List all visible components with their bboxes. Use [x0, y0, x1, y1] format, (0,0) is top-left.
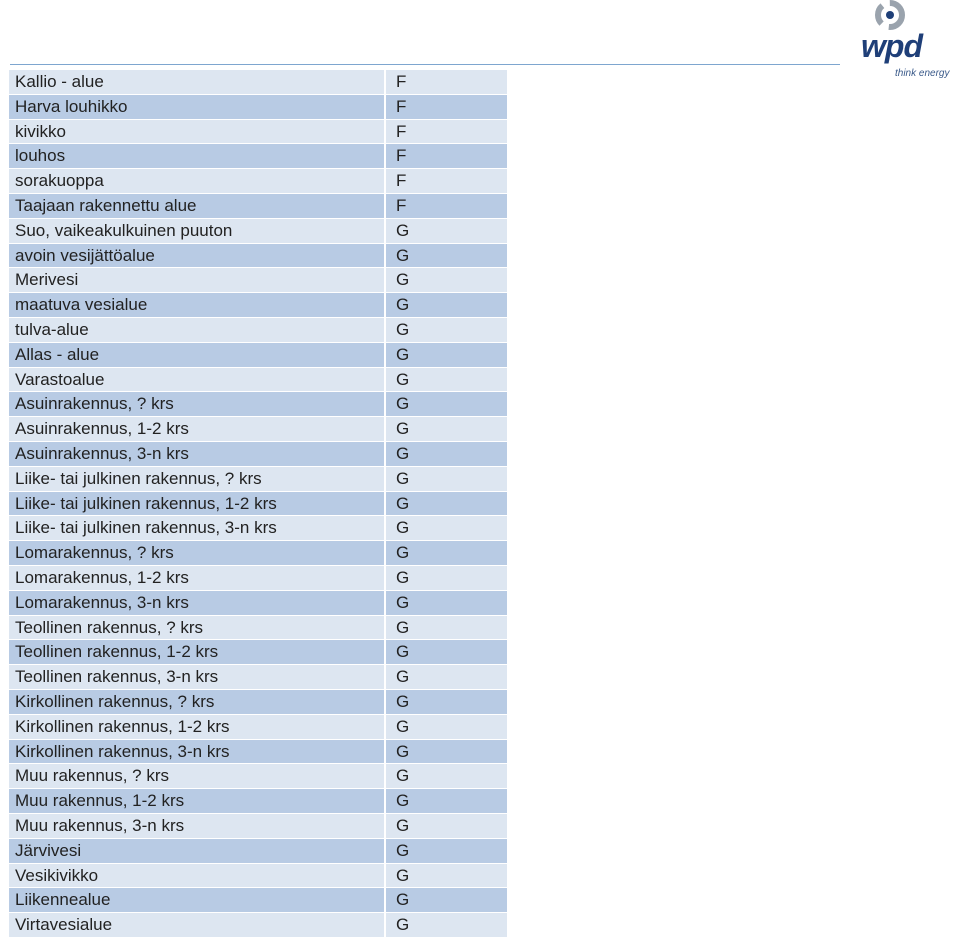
terrain-name-cell: sorakuoppa [9, 169, 386, 193]
table-row [9, 591, 507, 616]
table-row [9, 95, 507, 120]
table-row [9, 789, 507, 814]
table-row [9, 219, 507, 244]
terrain-name-cell: Lomarakennus, 1-2 krs [9, 566, 386, 590]
table-row [9, 70, 507, 95]
table-row [9, 888, 507, 913]
terrain-name-cell: Asuinrakennus, 3-n krs [9, 442, 386, 466]
terrain-code-cell: G [386, 740, 507, 764]
terrain-name-cell: Virtavesialue [9, 913, 386, 937]
terrain-code-cell: G [386, 665, 507, 689]
terrain-code-cell: F [386, 169, 507, 193]
table-row [9, 492, 507, 517]
terrain-name-cell: Taajaan rakennettu alue [9, 194, 386, 218]
terrain-code-cell: G [386, 219, 507, 243]
table-row [9, 467, 507, 492]
terrain-name-cell: Järvivesi [9, 839, 386, 863]
table-row [9, 120, 507, 145]
header-rule [10, 64, 840, 65]
table-row [9, 268, 507, 293]
terrain-code-cell: F [386, 194, 507, 218]
terrain-name-cell: tulva-alue [9, 318, 386, 342]
terrain-code-cell: G [386, 318, 507, 342]
terrain-name-cell: Lomarakennus, ? krs [9, 541, 386, 565]
terrain-class-table [9, 70, 507, 938]
table-row [9, 293, 507, 318]
terrain-name-cell: Liike- tai julkinen rakennus, 1-2 krs [9, 492, 386, 516]
terrain-name-cell: maatuva vesialue [9, 293, 386, 317]
terrain-name-cell: Lomarakennus, 3-n krs [9, 591, 386, 615]
terrain-name-cell: Teollinen rakennus, ? krs [9, 616, 386, 640]
terrain-name-cell: Kirkollinen rakennus, 1-2 krs [9, 715, 386, 739]
terrain-name-cell: Kirkollinen rakennus, ? krs [9, 690, 386, 714]
terrain-code-cell: G [386, 789, 507, 813]
terrain-code-cell: G [386, 417, 507, 441]
table-row [9, 417, 507, 442]
table-row [9, 715, 507, 740]
wpd-logo [855, 0, 955, 82]
terrain-code-cell: G [386, 616, 507, 640]
terrain-name-cell: Vesikivikko [9, 864, 386, 888]
terrain-code-cell: G [386, 392, 507, 416]
terrain-code-cell: G [386, 566, 507, 590]
terrain-name-cell: Asuinrakennus, 1-2 krs [9, 417, 386, 441]
table-row [9, 144, 507, 169]
table-row [9, 616, 507, 641]
logo-wordmark: wpd [861, 28, 922, 64]
terrain-code-cell: G [386, 764, 507, 788]
terrain-code-cell: F [386, 70, 507, 94]
logo-tagline: think energy [895, 68, 950, 79]
terrain-name-cell: Varastoalue [9, 368, 386, 392]
table-row [9, 764, 507, 789]
table-row [9, 368, 507, 393]
terrain-code-cell: G [386, 467, 507, 491]
terrain-code-cell: G [386, 715, 507, 739]
table-row [9, 640, 507, 665]
terrain-code-cell: G [386, 814, 507, 838]
table-row [9, 169, 507, 194]
terrain-name-cell: Suo, vaikeakulkuinen puuton [9, 219, 386, 243]
terrain-code-cell: G [386, 864, 507, 888]
table-row [9, 690, 507, 715]
table-row [9, 442, 507, 467]
table-row [9, 566, 507, 591]
terrain-code-cell: G [386, 492, 507, 516]
terrain-name-cell: Kirkollinen rakennus, 3-n krs [9, 740, 386, 764]
terrain-code-cell: G [386, 442, 507, 466]
terrain-code-cell: G [386, 368, 507, 392]
terrain-name-cell: Liikennealue [9, 888, 386, 912]
table-row [9, 864, 507, 889]
table-row [9, 318, 507, 343]
terrain-code-cell: F [386, 120, 507, 144]
terrain-name-cell: Allas - alue [9, 343, 386, 367]
terrain-code-cell: G [386, 293, 507, 317]
terrain-name-cell: kivikko [9, 120, 386, 144]
terrain-code-cell: G [386, 888, 507, 912]
table-row [9, 665, 507, 690]
table-row [9, 839, 507, 864]
terrain-name-cell: Merivesi [9, 268, 386, 292]
terrain-name-cell: Muu rakennus, ? krs [9, 764, 386, 788]
terrain-code-cell: G [386, 268, 507, 292]
terrain-name-cell: Muu rakennus, 3-n krs [9, 814, 386, 838]
terrain-code-cell: F [386, 144, 507, 168]
table-row [9, 541, 507, 566]
terrain-name-cell: Kallio - alue [9, 70, 386, 94]
terrain-name-cell: Teollinen rakennus, 1-2 krs [9, 640, 386, 664]
terrain-name-cell: louhos [9, 144, 386, 168]
terrain-code-cell: G [386, 516, 507, 540]
terrain-name-cell: Teollinen rakennus, 3-n krs [9, 665, 386, 689]
terrain-code-cell: G [386, 690, 507, 714]
terrain-code-cell: G [386, 343, 507, 367]
terrain-code-cell: G [386, 913, 507, 937]
terrain-name-cell: Harva louhikko [9, 95, 386, 119]
table-row [9, 740, 507, 765]
terrain-code-cell: F [386, 95, 507, 119]
terrain-name-cell: Asuinrakennus, ? krs [9, 392, 386, 416]
table-row [9, 516, 507, 541]
terrain-name-cell: Liike- tai julkinen rakennus, 3-n krs [9, 516, 386, 540]
terrain-code-cell: G [386, 839, 507, 863]
table-row [9, 244, 507, 269]
terrain-code-cell: G [386, 541, 507, 565]
terrain-code-cell: G [386, 640, 507, 664]
table-row [9, 194, 507, 219]
table-row [9, 343, 507, 368]
table-row [9, 913, 507, 938]
terrain-name-cell: Liike- tai julkinen rakennus, ? krs [9, 467, 386, 491]
table-row [9, 814, 507, 839]
terrain-name-cell: Muu rakennus, 1-2 krs [9, 789, 386, 813]
table-row [9, 392, 507, 417]
terrain-code-cell: G [386, 591, 507, 615]
terrain-name-cell: avoin vesijättöalue [9, 244, 386, 268]
terrain-code-cell: G [386, 244, 507, 268]
